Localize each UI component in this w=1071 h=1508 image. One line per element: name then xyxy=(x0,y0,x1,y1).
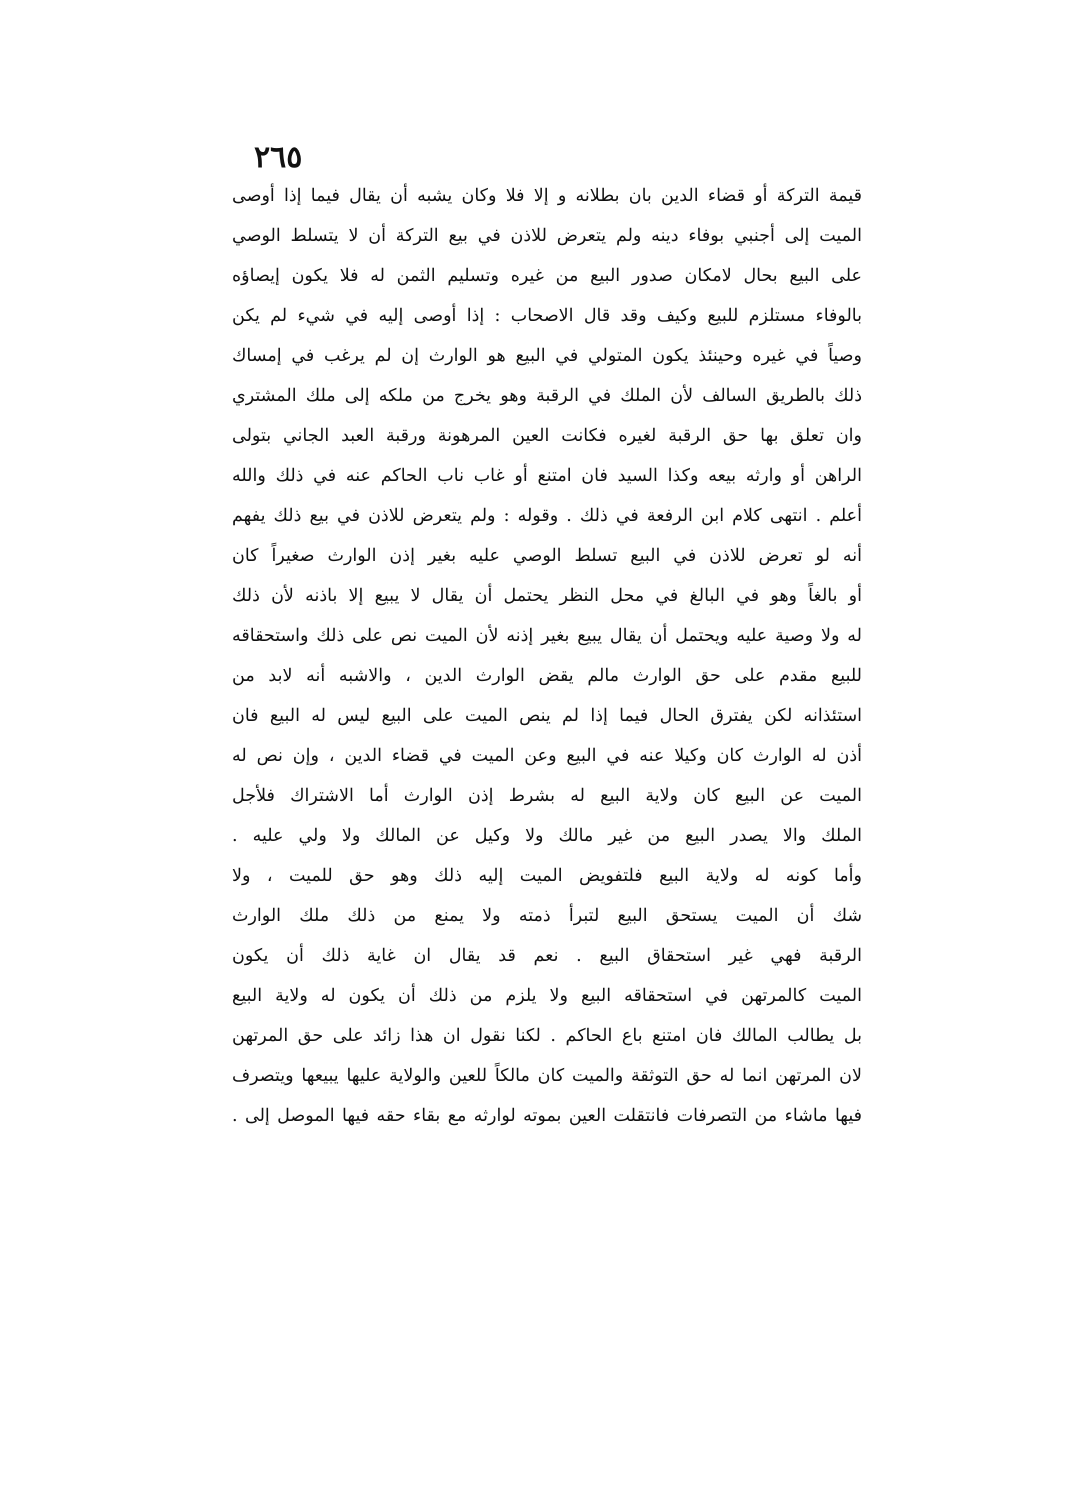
text-line: وأما كونه له ولاية البيع فلتفويض الميت إليه ذلك وهو حق للميت ، ولا xyxy=(232,866,862,886)
text-line: الميت كالمرتهن في استحقاقه البيع ولا يلزم من ذلك أن يكون له ولاية البيع xyxy=(232,986,862,1006)
text-line: بل يطالب المالك فان امتنع باع الحاكم . لكنا نقول ان هذا زائد على حق المرتهن xyxy=(232,1026,862,1046)
text-line: لان المرتهن انما له حق التوثقة والميت كان مالكاً للعين والولاية عليها يبيعها ويتصرف xyxy=(232,1066,862,1086)
text-line: أذن له الوارث كان وكيلا عنه في البيع وعن الميت في قضاء الدين ، وإن نص له xyxy=(232,746,862,766)
text-line: أنه لو تعرض للاذن في البيع تسلط الوصي عليه بغير إذن الوارث صغيراً كان xyxy=(232,546,862,566)
text-line: له ولا وصية عليه ويحتمل أن يقال يبيع بغير إذنه لأن الميت نص على ذلك واستحقاقه xyxy=(232,626,862,646)
text-line: قيمة التركة أو قضاء الدين بان بطلانه و إلا فلا وكان يشبه أن يقال فيما إذا أوصى xyxy=(232,186,862,206)
text-line: الراهن أو وارثه بيعه وكذا السيد فان امتنع أو غاب ناب الحاكم عنه في ذلك والله xyxy=(232,466,862,486)
text-line: للبيع مقدم على حق الوارث مالم يقض الوارث الدين ، والاشبه أنه لابد من xyxy=(232,666,862,686)
text-line: استئذانه لكن يفترق الحال فيما إذا لم ينص الميت على البيع ليس له البيع فان xyxy=(232,706,862,726)
text-line: ذلك بالطريق السالف لأن الملك في الرقبة وهو يخرج من ملكه إلى ملك المشتري xyxy=(232,386,862,406)
text-line: فيها ماشاء من التصرفات فانتقلت العين بموته لوارثه مع بقاء حقه فيها الموصل إلى . xyxy=(232,1106,862,1126)
text-line: وصياً في غيره وحينئذ يكون المتولي في البيع هو الوارث إن لم يرغب في إمساك xyxy=(232,346,862,366)
text-line: على البيع بحال لامكان صدور البيع من غيره وتسليم الثمن له فلا يكون إيصاؤه xyxy=(232,266,862,286)
text-line: الميت إلى أجنبي بوفاء دينه ولم يتعرض للاذن في بيع التركة أن لا يتسلط الوصي xyxy=(232,226,862,246)
text-line: أعلم . انتهى كلام ابن الرفعة في ذلك . وقوله : ولم يتعرض للاذن في بيع ذلك يفهم xyxy=(232,506,862,526)
text-line: الملك والا يصدر البيع من غير مالك ولا وكيل عن المالك ولا ولي عليه . xyxy=(232,826,862,846)
text-line: شك أن الميت يستحق البيع لتبرأ ذمته ولا يمنع من ذلك ملك الوارث xyxy=(232,906,862,926)
page-number: ٢٦٥ xyxy=(254,140,303,175)
text-line: بالوفاء مستلزم للبيع وكيف وقد قال الاصحاب : إذا أوصى إليه في شيء لم يكن xyxy=(232,306,862,326)
text-line: الرقبة فهي غير استحقاق البيع . نعم قد يقال ان غاية ذلك أن يكون xyxy=(232,946,862,966)
text-line: أو بالغاً وهو في البالغ في محل النظر يحتمل أن يقال لا يبيع إلا باذنه لأن ذلك xyxy=(232,586,862,606)
text-line: وان تعلق بها حق الرقبة لغيره فكانت العين المرهونة ورقبة العبد الجاني بتولى xyxy=(232,426,862,446)
body-text xyxy=(232,176,862,1136)
text-line: الميت عن البيع كان ولاية البيع له بشرط إذن الوارث أما الاشتراك فلأجل xyxy=(232,786,862,806)
